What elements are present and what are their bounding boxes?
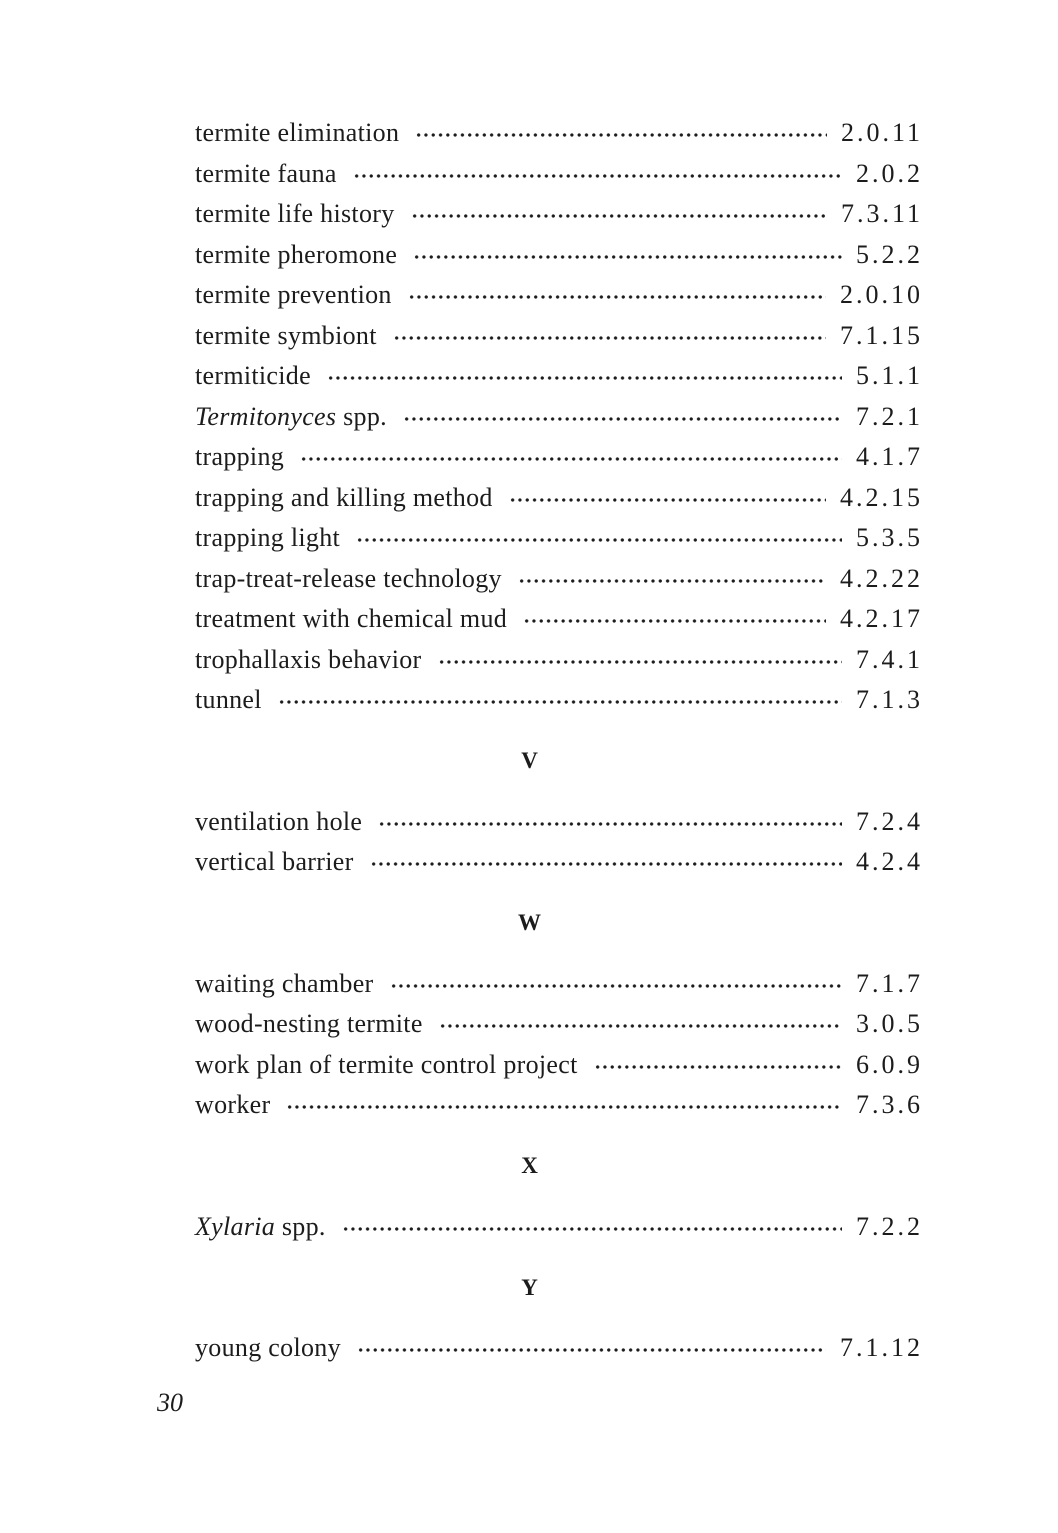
dot-leader [378,821,842,827]
index-entry [195,842,923,883]
entry-term-italic: Xylaria [195,1211,276,1241]
dot-leader [509,497,826,503]
entry-term: treatment with chemical mud [195,604,508,634]
index-entry [195,964,923,1005]
index-entry [195,316,923,357]
dot-leader [411,213,827,219]
dot-leader [415,132,827,138]
dot-leader [390,983,843,989]
entry-clause-number: 7.3.6 [856,1090,923,1120]
entry-term: wood-nesting termite [195,1009,423,1039]
entry-term: spp. [336,401,387,431]
entry-clause-number: 7.1.3 [856,685,923,715]
dot-leader [403,416,842,422]
dot-leader [438,659,842,665]
entry-clause-number: 5.2.2 [856,239,923,269]
entry-term: termite fauna [195,158,337,188]
dot-leader [356,537,842,543]
entry-clause-number: 2.0.11 [840,118,923,148]
entry-clause-number: 7.1.12 [840,1333,923,1363]
dot-leader [300,456,842,462]
index-entry [195,194,923,235]
entry-term: spp. [275,1211,326,1241]
entry-clause-number: 4.2.4 [856,847,923,877]
entry-term: trapping and killing method [195,482,493,512]
entry-term: termite symbiont [195,320,377,350]
dot-leader [393,335,826,341]
dot-leader [286,1104,842,1110]
dot-leader [327,375,842,381]
index-entry [195,518,923,559]
entry-term: ventilation hole [195,806,363,836]
dot-leader [357,1347,826,1353]
index-entry [195,235,923,276]
dot-leader [408,294,826,300]
entry-term: trapping [195,442,285,472]
entry-clause-number: 6.0.9 [856,1049,923,1079]
entry-term: worker [195,1090,271,1120]
entry-term: trophallaxis behavior [195,644,422,674]
dot-leader [518,578,826,584]
section-letter-x: X [521,1153,538,1178]
dot-leader [413,254,842,260]
index-entry [195,275,923,316]
page-number: 30 [157,1388,183,1417]
index-entry [195,1045,923,1086]
index-entry [195,154,923,195]
entry-clause-number: 2.0.2 [856,158,923,188]
dot-leader [353,173,842,179]
section-letter-w: W [518,910,541,935]
entry-clause-number: 7.4.1 [856,644,923,674]
index-entry [195,640,923,681]
index-entry [195,113,923,154]
entry-clause-number: 5.3.5 [856,523,923,553]
entry-clause-number: 4.2.22 [840,563,923,593]
dot-leader [523,618,826,624]
entry-term: vertical barrier [195,847,354,877]
entry-clause-number: 2.0.10 [840,280,923,310]
entry-term: tunnel [195,685,262,715]
entry-clause-number: 7.2.2 [856,1211,923,1241]
entry-clause-number: 4.2.15 [840,482,923,512]
index-entry [195,478,923,519]
dot-leader [278,699,842,705]
index-entry [195,437,923,478]
entry-term: work plan of termite control project [195,1049,578,1079]
index-entry [195,1004,923,1045]
dot-leader [370,861,842,867]
dot-leader [594,1064,842,1070]
entry-term: termite pheromone [195,239,398,269]
dot-leader [342,1226,842,1232]
section-letter-y: Y [521,1274,538,1300]
entry-term: waiting chamber [195,968,374,998]
entry-clause-number: 7.1.7 [856,968,923,998]
entry-term: termiticide [195,361,311,391]
entry-clause-number: 7.2.4 [856,806,923,836]
dot-leader [439,1023,842,1029]
index-entry [195,356,923,397]
index-entry [195,1328,923,1369]
entry-clause-number: 3.0.5 [856,1009,923,1039]
section-letter-v: V [521,748,538,773]
index-entry [195,397,923,438]
entry-clause-number: 7.2.1 [856,401,923,431]
entry-term: termite life history [195,199,395,229]
index-entry [195,1085,923,1126]
entry-term: trap-treat-release technology [195,563,502,593]
entry-clause-number: 4.1.7 [856,442,923,472]
index-list [195,113,923,1369]
index-entry [195,680,923,721]
entry-term: young colony [195,1333,341,1363]
index-entry [195,1207,923,1248]
index-entry [195,802,923,843]
entry-term: termite elimination [195,118,400,148]
entry-term-italic: Termitonyces [195,401,337,431]
entry-clause-number: 7.1.15 [840,320,923,350]
entry-clause-number: 5.1.1 [856,361,923,391]
entry-term: trapping light [195,523,341,553]
entry-clause-number: 7.3.11 [840,199,923,229]
index-entry [195,599,923,640]
entry-clause-number: 4.2.17 [840,604,923,634]
index-entry [195,559,923,600]
entry-term: termite prevention [195,280,392,310]
